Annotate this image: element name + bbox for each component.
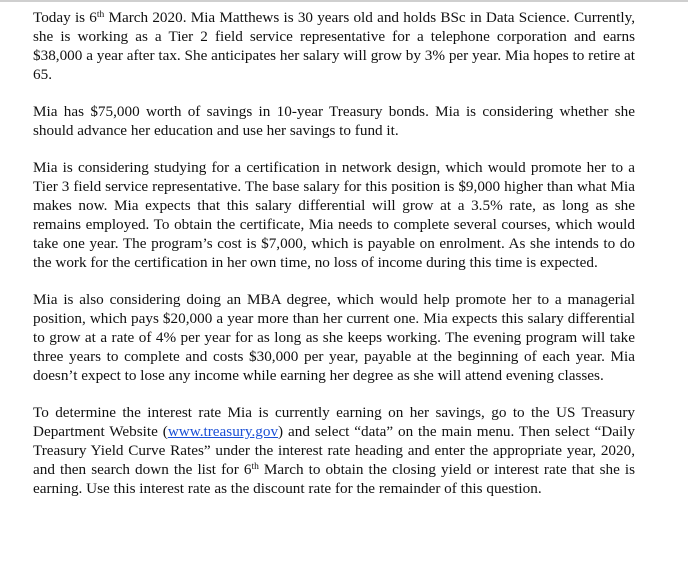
intro-text-start: Today is 6 <box>33 9 97 26</box>
top-divider <box>0 0 688 2</box>
ordinal-superscript: th <box>96 10 105 20</box>
interest-text-start: To determine the interest rate Mia is currently earning on her savings, go to the US Treasury Department Website ( <box>33 404 635 440</box>
interest-text-middle: ) and select “data” on the main menu. Then select “Daily Treasury Yield Curve Rates” under the interest rate heading and enter the appropriate year, 2020, and then search down the list for 6 <box>33 423 635 478</box>
paragraph-mba <box>33 290 635 385</box>
ordinal-superscript-2: th <box>251 462 259 472</box>
mba-text: Mia is also considering doing an MBA degree, which would help promote her to a managerial position, which pays $20,000 a year more than her current one. Mia expects this salary differential to grow at a rate of 4% per year for as long as she keeps working. The evening program will take three years to complete and costs $30,000 per year, payable at the beginning of each year. Mia doesn’t expect to lose any income while earning her degree as she will attend evening classes. <box>33 291 635 384</box>
certification-text: Mia is considering studying for a certification in network design, which would promote her to a Tier 3 field service representative. The base salary for this position is $9,000 higher than what Mia makes now. Mia expects that this salary differential will grow at a 3.5% rate, as long as she remains employed. To obtain the certificate, Mia needs to complete several courses, which would take one year. The program’s cost is $7,000, which is payable on enrolment. As she intends to do the work for the certification in her own time, no loss of income during this time is expected. <box>33 159 635 271</box>
paragraph-savings <box>33 102 635 140</box>
intro-text-rest: March 2020. Mia Matthews is 30 years old and holds BSc in Data Science. Currently, she is working as a Tier 2 field service representative for a telephone corporation and earns $38,000 a year after tax. She anticipates her salary will grow by 3% per year. Mia hopes to retire at 65. <box>33 9 635 83</box>
document-body <box>33 8 635 498</box>
treasury-website-link[interactable]: www.treasury.gov <box>167 423 279 440</box>
savings-text: Mia has $75,000 worth of savings in 10-year Treasury bonds. Mia is considering whether she should advance her education and use her savings to fund it. <box>33 103 635 139</box>
interest-text-end: March to obtain the closing yield or interest rate that she is earning. Use this interest rate as the discount rate for the remainder of this question. <box>33 461 636 497</box>
paragraph-interest-rate <box>33 403 635 498</box>
paragraph-certification <box>33 158 635 272</box>
paragraph-intro <box>33 8 635 84</box>
